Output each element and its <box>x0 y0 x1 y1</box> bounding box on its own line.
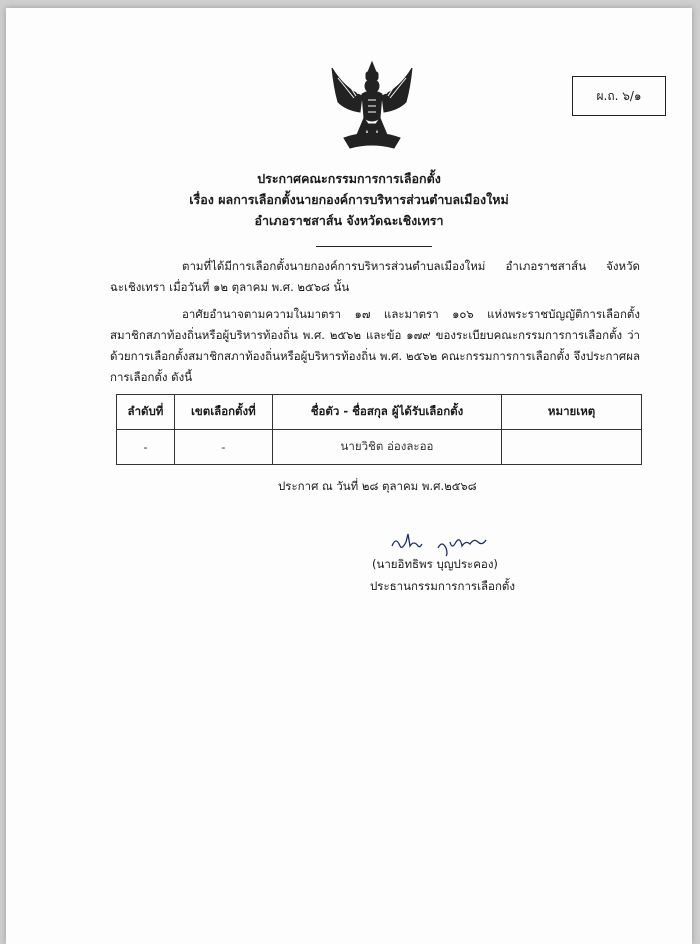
column-header-order: ลำดับที่ <box>117 395 175 430</box>
garuda-emblem <box>324 58 420 158</box>
column-header-name: ชื่อตัว - ชื่อสกุล ผู้ได้รับเลือกตั้ง <box>272 395 501 430</box>
form-code-box <box>572 76 666 116</box>
handwritten-signature <box>386 528 506 558</box>
document-page <box>6 8 692 944</box>
announcement-date: ประกาศ ณ วันที่ ๒๘ ตุลาคม พ.ศ.๒๕๖๘ <box>278 479 477 493</box>
cell-district: - <box>174 430 272 465</box>
paragraph-1 <box>110 256 640 298</box>
header-divider <box>316 246 432 247</box>
header-line-2: เรื่อง ผลการเลือกตั้งนายกองค์การบริหารส่วนตำบลเมืองใหม่ <box>189 192 509 207</box>
column-header-district: เขตเลือกตั้งที่ <box>174 395 272 430</box>
paragraph-2 <box>110 304 640 388</box>
signer-title: ประธานกรรมการการเลือกตั้ง <box>370 579 516 593</box>
header-line-1: ประกาศคณะกรรมการการเลือกตั้ง <box>257 171 441 186</box>
cell-order: - <box>117 430 175 465</box>
column-header-remark: หมายเหตุ <box>502 395 642 430</box>
table-row <box>117 430 642 465</box>
form-code: ผ.ถ. ๖/๑ <box>596 88 642 103</box>
header-line-3: อำเภอราชสาส์น จังหวัดฉะเชิงเทรา <box>254 213 444 228</box>
paragraph-1-text: ตามที่ได้มีการเลือกตั้งนายกองค์การบริหารส่วนตำบลเมืองใหม่ อำเภอราชสาส์น จังหวัด ฉะเชิงเทรา เมื่อวันที่ ๑๒ ตุลาคม พ.ศ. ๒๕๖๘ นั้น <box>110 259 640 294</box>
announcement-header <box>6 168 692 231</box>
signer-name: (นายอิทธิพร บุญประคอง) <box>372 557 498 571</box>
table-header-row <box>117 395 642 430</box>
paragraph-2-text: อาศัยอำนาจตามความในมาตรา ๑๗ และมาตรา ๑๐๖ แห่งพระราชบัญญัติการเลือกตั้ง สมาชิกสภาท้องถิ่นหรือผู้บริหารท้องถิ่น พ.ศ. ๒๕๖๒ และข้อ ๑๗๙ ของระเบียบคณะกรรมการการเลือกตั้ง ว่าด้วยการเลือกตั้งสมาชิกสภาท้องถิ่นหรือผู้บริหารท้องถิ่น พ.ศ. ๒๕๖๒ คณะกรรมการการเลือกตั้ง จึงประกาศผลการเลือกตั้ง ดังนี้ <box>110 307 640 384</box>
election-results-table <box>116 394 642 465</box>
cell-remark <box>502 430 642 465</box>
cell-name: นายวิชิต อ่องละออ <box>272 430 501 465</box>
